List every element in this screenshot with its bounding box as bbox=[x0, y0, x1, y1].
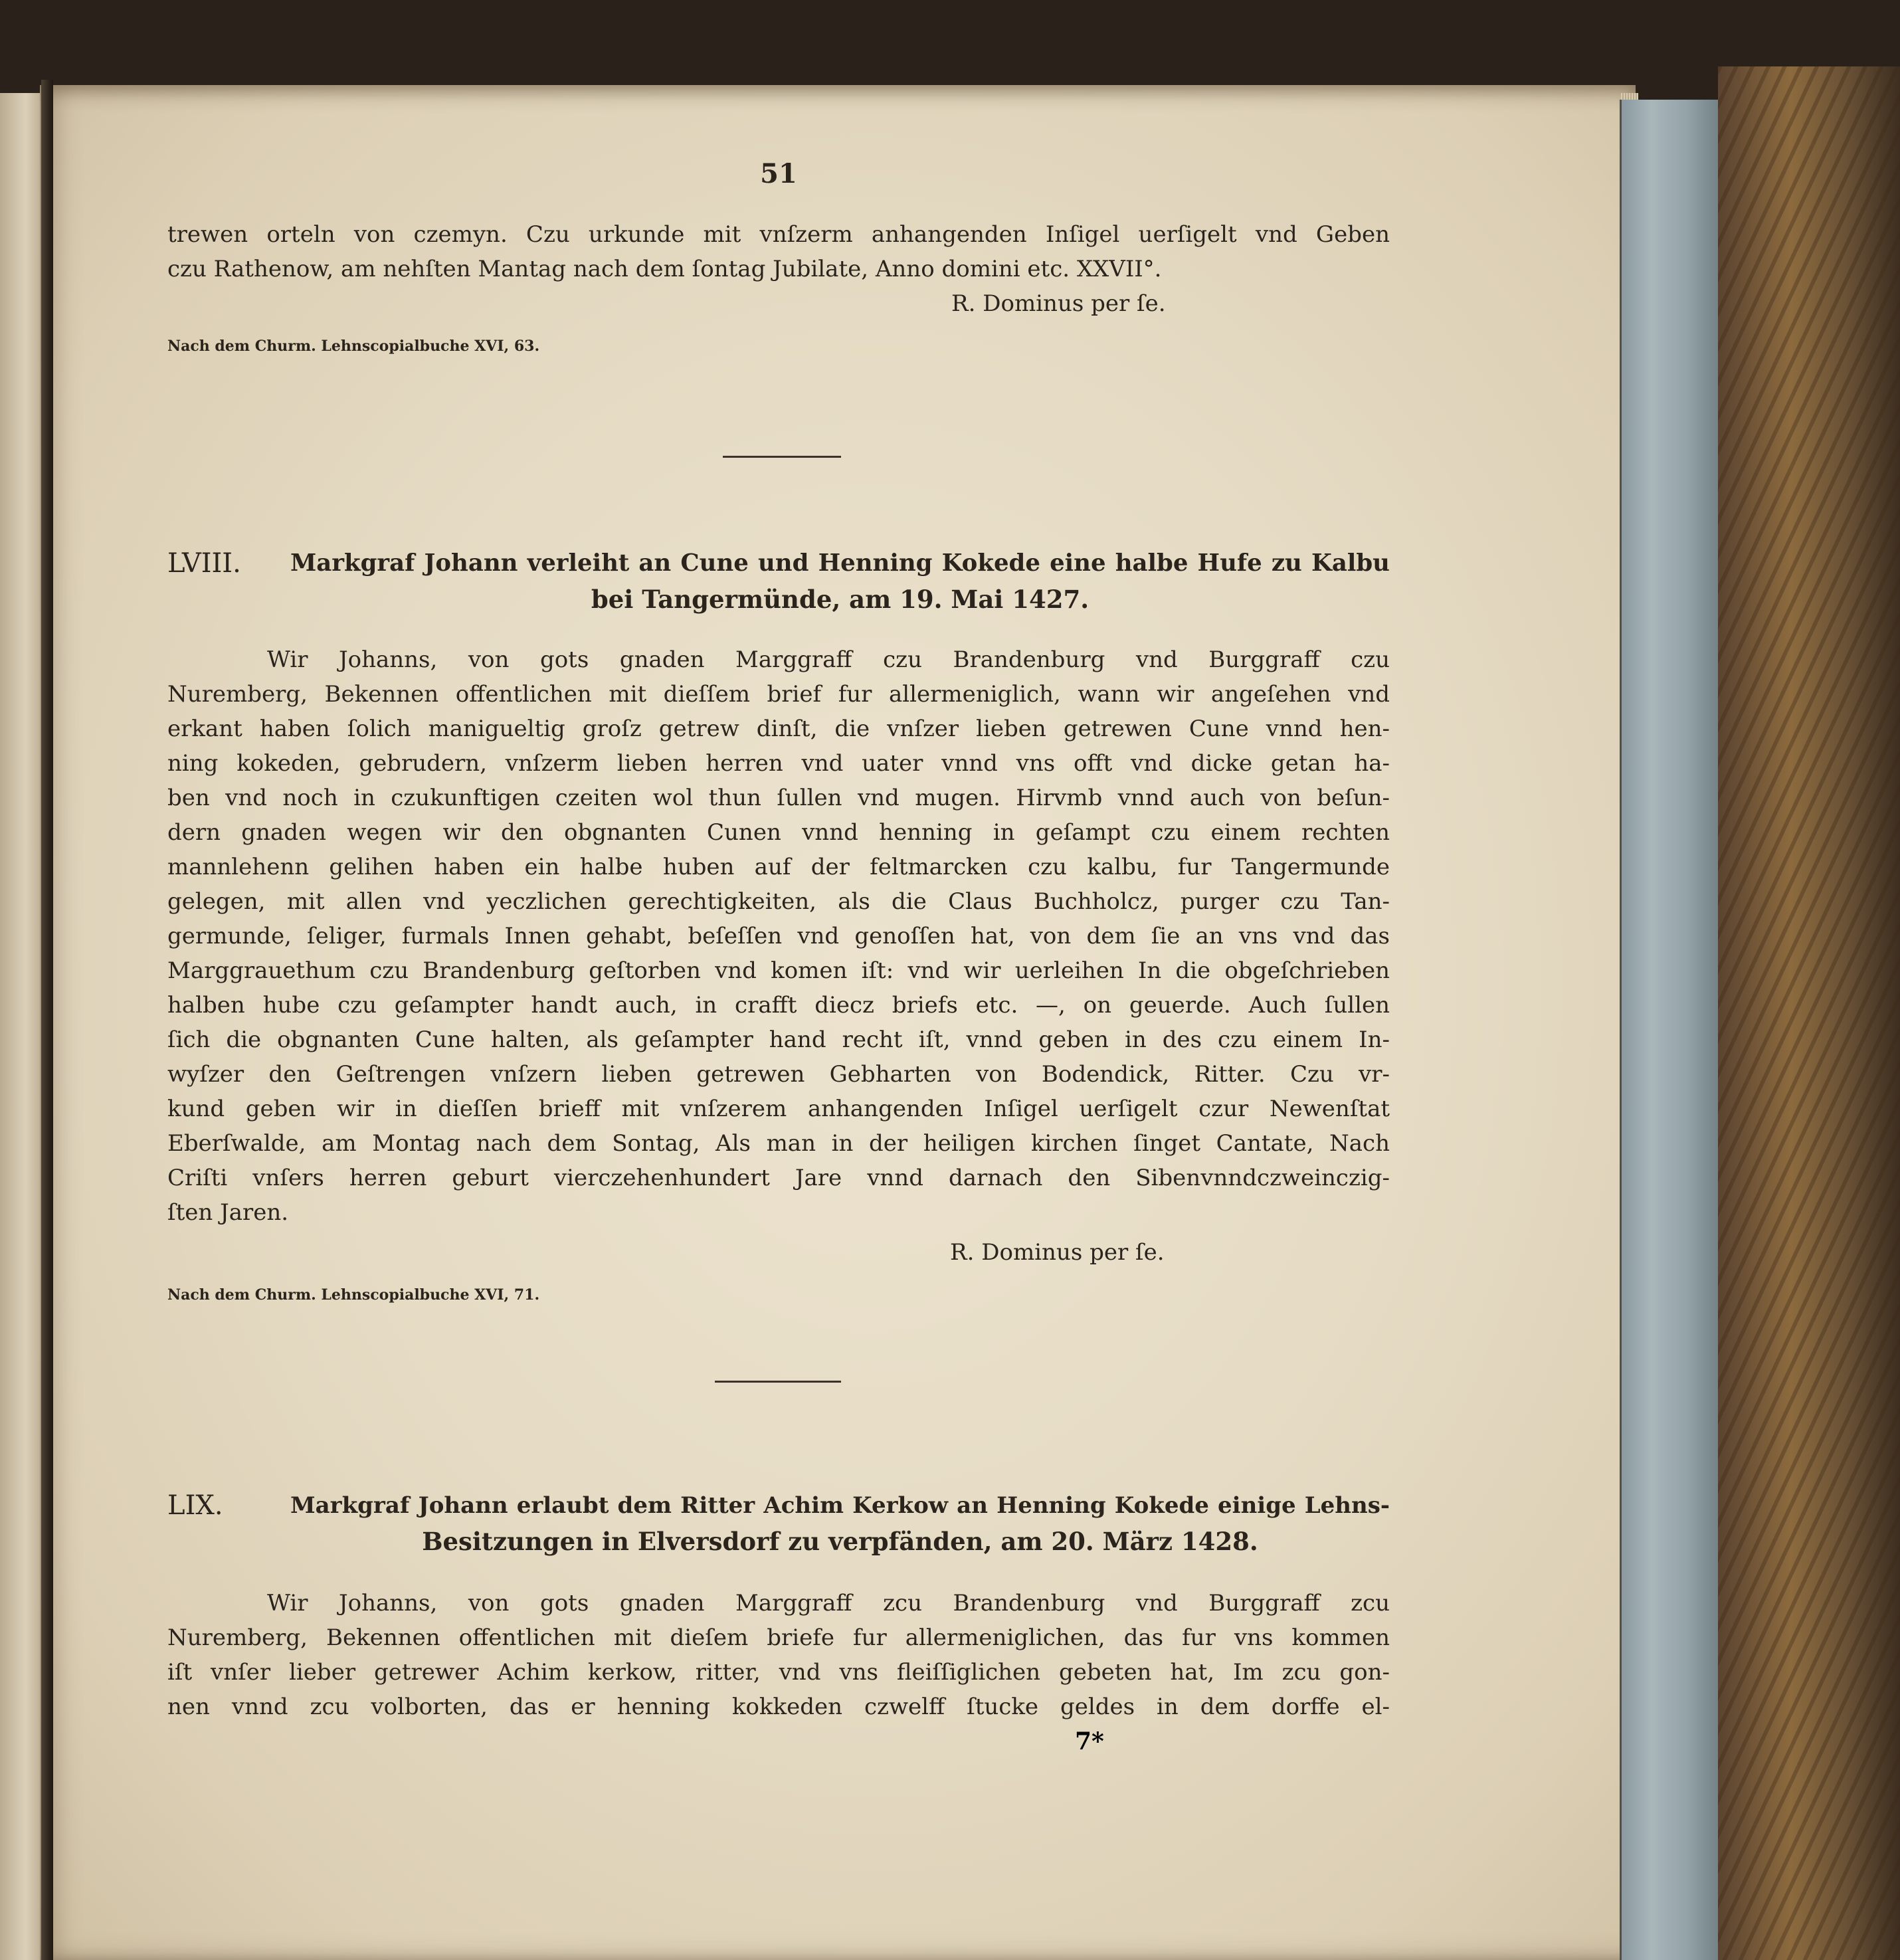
text-line: halben hube czu geſampter handt auch, in crafft diecz briefs etc. —, on geuerde. Auch ſullen bbox=[167, 992, 1390, 1019]
text-line: wyſzer den Geſtrengen vnſzern lieben getrewen Gebharten von Bodendick, Ritter. Czu vr- bbox=[167, 1061, 1390, 1088]
section-divider bbox=[723, 456, 841, 458]
text-line: trewen orteln von czemyn. Czu urkunde mit vnſzerm anhangenden Inſigel uerſigelt vnd Geben bbox=[167, 221, 1390, 248]
text-line: iſt vnſer lieber getrewer Achim kerkow, ritter, vnd vns fleiſſiglichen gebeten hat, Im zcu gon- bbox=[167, 1659, 1390, 1686]
marbled-cover-board bbox=[1718, 66, 1900, 1960]
document-title: Markgraf Johann verleiht an Cune und Henning Kokede eine halbe Hufe zu Kalbu bbox=[290, 549, 1390, 577]
text-line: Nuremberg, Bekennen offentlichen mit dieſſem brief fur allermeniglich, wann wir angeſehen vnd bbox=[167, 681, 1390, 708]
document-number: LIX. bbox=[167, 1490, 223, 1521]
text-line: Eberſwalde, am Montag nach dem Sontag, Als man in der heiligen kirchen ſinget Cantate, Nach bbox=[167, 1130, 1390, 1157]
text-line: nen vnnd zcu volborten, das er henning kokkeden czwelff ſtucke geldes in dem dorffe el- bbox=[167, 1694, 1390, 1720]
document-title: Markgraf Johann erlaubt dem Ritter Achim Kerkow an Henning Kokede einige Lehns- bbox=[290, 1492, 1390, 1519]
text-line: dern gnaden wegen wir den obgnanten Cunen vnnd henning in geſampt czu einem rechten bbox=[167, 819, 1390, 846]
text-line: czu Rathenow, am nehſten Mantag nach dem ſontag Jubilate, Anno domini etc. XXVII°. bbox=[167, 256, 1162, 282]
text-line: Wir Johanns, von gots gnaden Marggraff czu Brandenburg vnd Burggraff czu bbox=[267, 646, 1390, 673]
document-number: LVIII. bbox=[167, 548, 241, 579]
document-title-line2: Besitzungen in Elversdorf zu verpfänden, am 20. März 1428. bbox=[422, 1527, 1258, 1556]
text-line: ning kokeden, gebrudern, vnſzerm lieben herren vnd uater vnnd vns offt vnd dicke getan ha- bbox=[167, 750, 1390, 777]
text-line: ben vnd noch in czukunftigen czeiten wol thun ſullen vnd mugen. Hirvmb vnnd auch von beſun- bbox=[167, 785, 1390, 811]
book-gutter bbox=[41, 80, 53, 1960]
text-line: gelegen, mit allen vnd yeczlichen gerechtigkeiten, als die Claus Buchholcz, purger czu Tan- bbox=[167, 888, 1390, 915]
text-line: Marggrauethum czu Brandenburg geſtorben vnd komen iſt: vnd wir uerleihen In die obgeſchrieben bbox=[167, 957, 1390, 984]
signature-line: R. Dominus per ſe. bbox=[951, 290, 1166, 317]
signature-line: R. Dominus per ſe. bbox=[950, 1239, 1165, 1266]
text-line: ſten Jaren. bbox=[167, 1199, 289, 1226]
text-line: kund geben wir in dieſſen brieff mit vnſzerem anhangenden Inſigel uerſigelt czur Newenſtat bbox=[167, 1096, 1390, 1122]
text-line: germunde, ſeliger, furmals Innen gehabt, beſeſſen vnd genoſſen hat, von dem ſie an vns vnd das bbox=[167, 923, 1390, 949]
source-note: Nach dem Churm. Lehnscopialbuche XVI, 63. bbox=[167, 338, 540, 355]
text-line: Criſti vnſers herren geburt vierczehenhundert Jare vnnd darnach den Sibenvnndczweinczig- bbox=[167, 1165, 1390, 1191]
book-fore-edge bbox=[1620, 100, 1721, 1960]
text-line: ſich die obgnanten Cune halten, als geſampter hand recht iſt, vnnd geben in des czu einem In- bbox=[167, 1027, 1390, 1053]
text-line: Nuremberg, Bekennen offentlichen mit dieſem briefe fur allermeniglichen, das fur vns kommen bbox=[167, 1624, 1390, 1651]
text-line: mannlehenn gelihen haben ein halbe huben auf der feltmarcken czu kalbu, fur Tangermunde bbox=[167, 854, 1390, 880]
section-divider bbox=[715, 1381, 841, 1383]
signature-mark: 7* bbox=[1075, 1727, 1104, 1755]
text-line: erkant haben ſolich manigueltig groſz getrew dinſt, die vnſzer lieben getrewen Cune vnnd hen- bbox=[167, 716, 1390, 742]
source-note: Nach dem Churm. Lehnscopialbuche XVI, 71. bbox=[167, 1286, 540, 1304]
text-line: Wir Johanns, von gots gnaden Marggraff zcu Brandenburg vnd Burggraff zcu bbox=[267, 1590, 1390, 1617]
document-title-line2: bei Tangermünde, am 19. Mai 1427. bbox=[591, 585, 1090, 614]
page-number: 51 bbox=[760, 158, 797, 189]
